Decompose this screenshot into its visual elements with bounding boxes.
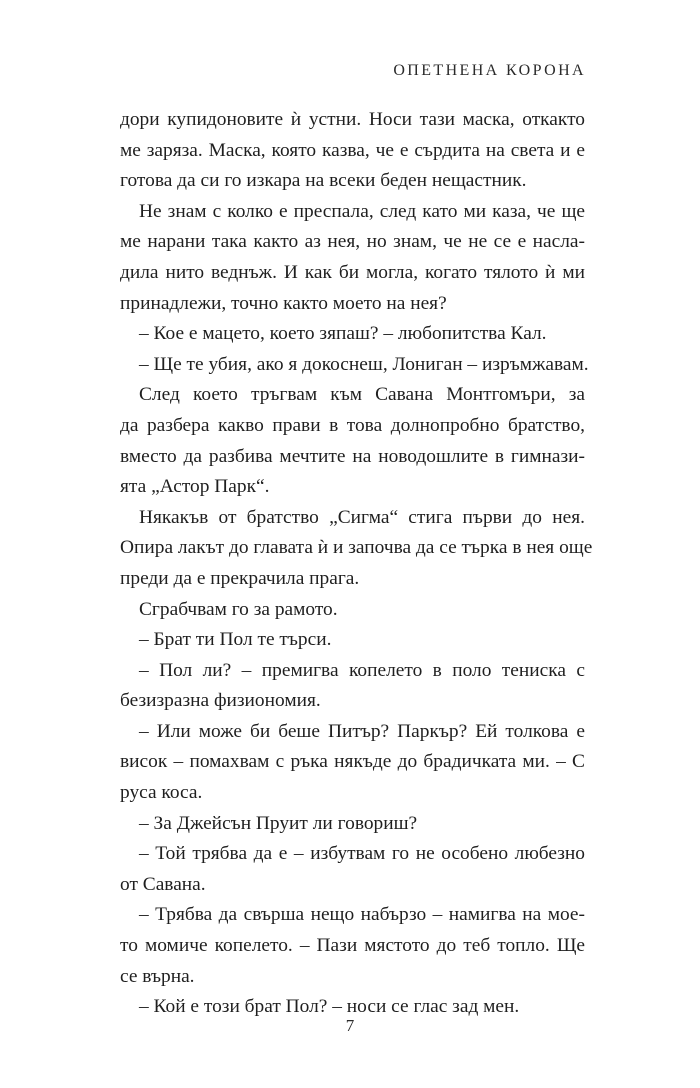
text-line: дори купидоновите ѝ устни. Носи тази маска, откакто (120, 109, 585, 130)
text-line: преди да е прекрачила прага. (120, 567, 360, 589)
text-line: вместо да разбива мечтите на новодошлите в гимнази- (120, 445, 585, 467)
text-line: – Трябва да свърша нещо набързо – намигва на мое- (139, 904, 585, 926)
text-line: – За Джейсън Пруит ли говориш? (139, 812, 418, 834)
text-line: – Той трябва да е – избутвам го не особено любезно (139, 843, 585, 865)
text-line: ме заряза. Маска, която казва, че е сърдита на света и е (120, 139, 585, 161)
text-line: висок – помахвам с ръка някъде до брадичката ми. – С (120, 751, 585, 773)
text-line: – Брат ти Пол те търси. (139, 629, 332, 651)
text-line: Сграбчвам го за рамото. (139, 598, 338, 620)
text-line: Не знам с колко е преспала, след като ми каза, че ще (139, 200, 585, 222)
text-line: руса коса. (120, 782, 203, 804)
text-line: – Кое е мацето, което зяпаш? – любопитства Кал. (139, 323, 547, 345)
text-line: дила нито веднъж. И как би могла, когато тялото ѝ ми (120, 261, 585, 283)
body-text (120, 105, 593, 1023)
text-line: Опира лакът до главата ѝ и започва да се търка в нея още (120, 537, 593, 559)
page-number: 7 (345, 1016, 355, 1035)
text-line: от Савана. (120, 873, 206, 895)
text-line: Някакъв от братство „Сигма“ стига първи до нея. (139, 506, 585, 528)
text-line: да разбера какво прави в това долнопробно братство, (120, 414, 585, 436)
text-line: ята „Астор Парк“. (120, 476, 270, 498)
text-line: – Кой е този брат Пол? – носи се глас зад мен. (139, 996, 520, 1018)
text-line: След което тръгвам към Савана Монтгомъри, за (139, 384, 585, 406)
text-line: се върна. (120, 965, 195, 987)
text-line: готова да си го изкара на всеки беден нещастник. (120, 170, 527, 192)
running-header: ОПЕТНЕНА КОРОНА (393, 62, 586, 79)
text-line: – Ще те убия, ако я докоснеш, Лониган – изръмжавам. (139, 353, 589, 375)
text-line: то момиче копелето. – Пази мястото до теб топло. Ще (120, 935, 585, 957)
text-line: – Пол ли? – премигва копелето в поло тениска с (139, 659, 585, 681)
text-line: безизразна физиономия. (120, 690, 321, 712)
text-line: ме нарани така както аз нея, но знам, че не се е насла- (120, 231, 585, 253)
text-line: – Или може би беше Питър? Паркър? Ей толкова е (139, 720, 585, 742)
text-line: принадлежи, точно както моето на нея? (120, 292, 447, 314)
